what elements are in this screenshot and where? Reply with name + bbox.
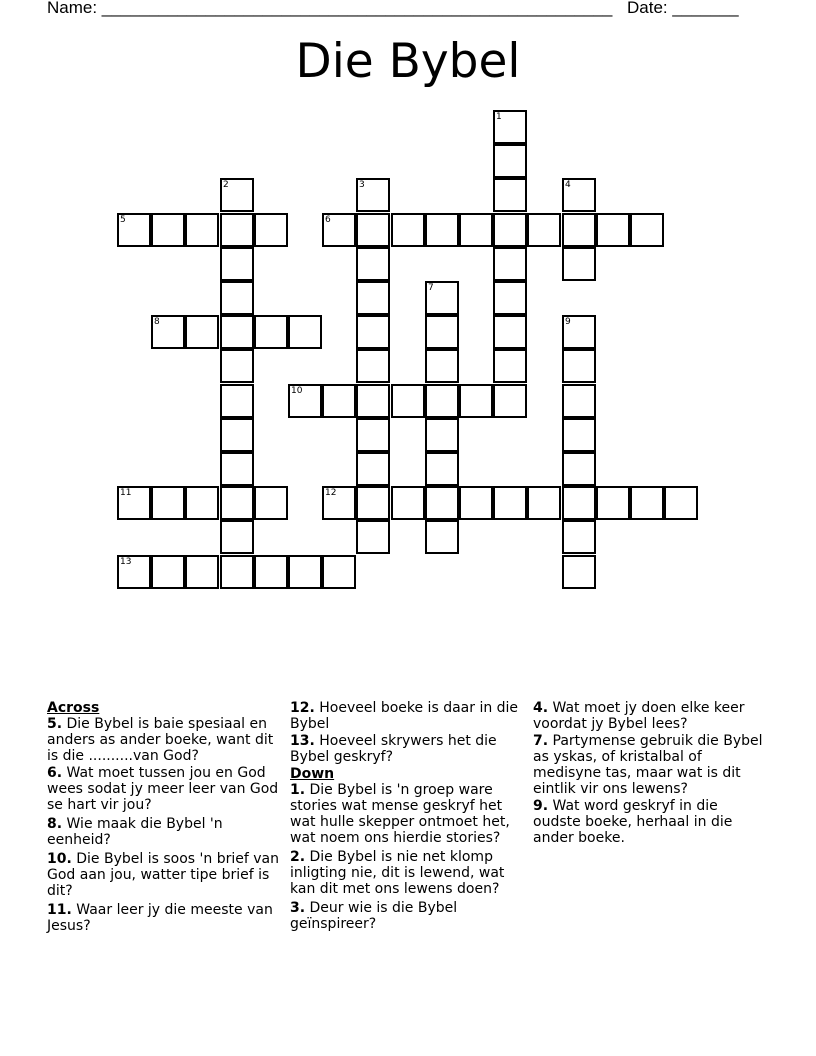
clue-number: 4. — [533, 700, 549, 716]
crossword-cell[interactable] — [185, 213, 219, 247]
clue-text: Wat moet tussen jou en God wees sodat jy meer leer van God se hart vir jou? — [47, 765, 279, 813]
clue-text: Die Bybel is baie spesiaal en anders as ander boeke, want dit is die ..........van God? — [47, 716, 274, 764]
crossword-cell[interactable] — [459, 213, 493, 247]
crossword-cell[interactable] — [117, 213, 151, 247]
crossword-cell[interactable] — [220, 281, 254, 315]
crossword-cell[interactable] — [493, 213, 527, 247]
across-heading: Across — [47, 700, 100, 716]
clue-text: Hoeveel skrywers het die Bybel geskryf? — [290, 733, 497, 765]
clue-across-5 — [47, 716, 284, 764]
clue-text: Wat moet jy doen elke keer voordat jy Bybel lees? — [533, 700, 745, 732]
clue-across-11 — [47, 902, 284, 934]
crossword-cell[interactable] — [356, 178, 390, 212]
cell-number: 5 — [120, 215, 126, 225]
cell-number: 11 — [120, 488, 132, 498]
crossword-cell[interactable] — [254, 555, 288, 589]
crossword-cell[interactable] — [425, 384, 459, 418]
crossword-cell[interactable] — [117, 486, 151, 520]
crossword-cell[interactable] — [151, 486, 185, 520]
crossword-cell[interactable] — [356, 384, 390, 418]
cell-number: 9 — [565, 317, 571, 327]
crossword-cell[interactable] — [356, 520, 390, 554]
crossword-cell[interactable] — [630, 213, 664, 247]
clue-number: 12. — [290, 700, 315, 716]
cell-number: 13 — [120, 557, 132, 567]
crossword-cell[interactable] — [562, 452, 596, 486]
crossword-cell[interactable] — [425, 349, 459, 383]
crossword-cell[interactable] — [254, 486, 288, 520]
crossword-cell[interactable] — [493, 178, 527, 212]
crossword-cell[interactable] — [322, 486, 356, 520]
crossword-cell[interactable] — [493, 110, 527, 144]
crossword-cell[interactable] — [391, 213, 425, 247]
crossword-cell[interactable] — [459, 384, 493, 418]
crossword-cell[interactable] — [493, 315, 527, 349]
clue-text: Die Bybel is nie net klomp inligting nie, dit is lewend, wat kan dit met ons lewens doen? — [290, 849, 505, 897]
clue-across-8 — [47, 816, 284, 848]
crossword-cell[interactable] — [220, 213, 254, 247]
crossword-cell[interactable] — [664, 486, 698, 520]
crossword-cell[interactable] — [425, 520, 459, 554]
cell-number: 6 — [325, 215, 331, 225]
crossword-cell[interactable] — [151, 213, 185, 247]
clue-down-7 — [533, 733, 763, 797]
clue-across-12 — [290, 700, 526, 732]
clue-number: 10. — [47, 851, 72, 867]
clue-text: Deur wie is die Bybel geïnspireer? — [290, 900, 458, 932]
clue-down-1 — [290, 782, 526, 846]
crossword-cell[interactable] — [220, 452, 254, 486]
crossword-cell[interactable] — [493, 349, 527, 383]
crossword-cell[interactable] — [493, 247, 527, 281]
crossword-cell[interactable] — [356, 418, 390, 452]
clue-down-2 — [290, 849, 526, 897]
crossword-cell[interactable] — [562, 384, 596, 418]
crossword-cell[interactable] — [391, 486, 425, 520]
crossword-cell[interactable] — [322, 555, 356, 589]
crossword-cell[interactable] — [220, 418, 254, 452]
crossword-cell[interactable] — [562, 486, 596, 520]
clue-number: 13. — [290, 733, 315, 749]
crossword-cell[interactable] — [254, 315, 288, 349]
crossword-cell[interactable] — [151, 315, 185, 349]
crossword-cell[interactable] — [356, 486, 390, 520]
crossword-cell[interactable] — [356, 281, 390, 315]
cell-number: 10 — [291, 386, 303, 396]
clue-text: Partymense gebruik die Bybel as yskas, of kristalbal of medisyne tas, maar wat is dit eintlik vir ons lewens? — [533, 733, 763, 797]
crossword-cell[interactable] — [356, 213, 390, 247]
crossword-cell[interactable] — [493, 486, 527, 520]
crossword-cell[interactable] — [322, 384, 356, 418]
crossword-cell[interactable] — [596, 213, 630, 247]
clue-text: Die Bybel is soos 'n brief van God aan jou, watter tipe brief is dit? — [47, 851, 279, 899]
clue-number: 9. — [533, 798, 549, 814]
clue-number: 7. — [533, 733, 549, 749]
clues-column-1 — [47, 700, 284, 935]
crossword-cell[interactable] — [220, 384, 254, 418]
crossword-cell[interactable] — [185, 486, 219, 520]
crossword-cell[interactable] — [185, 315, 219, 349]
crossword-cell[interactable] — [288, 315, 322, 349]
clue-number: 2. — [290, 849, 306, 865]
crossword-cell[interactable] — [493, 281, 527, 315]
crossword-cell[interactable] — [630, 486, 664, 520]
cell-number: 12 — [325, 488, 337, 498]
crossword-cell[interactable] — [220, 486, 254, 520]
crossword-cell[interactable] — [425, 418, 459, 452]
crossword-cell[interactable] — [562, 520, 596, 554]
date-field-label: Date: _______ — [627, 0, 739, 17]
crossword-cell[interactable] — [254, 213, 288, 247]
clue-number: 8. — [47, 816, 63, 832]
crossword-cell[interactable] — [527, 213, 561, 247]
clue-text: Wat word geskryf in die oudste boeke, herhaal in die ander boeke. — [533, 798, 733, 846]
crossword-cell[interactable] — [220, 178, 254, 212]
crossword-cell[interactable] — [220, 315, 254, 349]
clue-text: Wie maak die Bybel 'n eenheid? — [47, 816, 223, 848]
clues-column-2 — [290, 700, 526, 933]
down-heading: Down — [290, 766, 335, 782]
cell-number: 3 — [359, 180, 365, 190]
crossword-cell[interactable] — [220, 555, 254, 589]
page-title: Die Bybel — [295, 34, 521, 89]
crossword-cell[interactable] — [425, 315, 459, 349]
crossword-cell[interactable] — [288, 555, 322, 589]
crossword-cell[interactable] — [425, 213, 459, 247]
clue-down-9 — [533, 798, 763, 846]
clue-across-6 — [47, 765, 284, 813]
crossword-cell[interactable] — [493, 384, 527, 418]
clue-text: Hoeveel boeke is daar in die Bybel — [290, 700, 519, 732]
cell-number: 2 — [223, 180, 229, 190]
crossword-cell[interactable] — [425, 452, 459, 486]
crossword-cell[interactable] — [220, 349, 254, 383]
clue-down-3 — [290, 900, 526, 932]
crossword-cell[interactable] — [185, 555, 219, 589]
crossword-cell[interactable] — [220, 247, 254, 281]
crossword-cell[interactable] — [425, 281, 459, 315]
crossword-cell[interactable] — [562, 349, 596, 383]
crossword-cell[interactable] — [596, 486, 630, 520]
crossword-cell[interactable] — [562, 247, 596, 281]
crossword-cell[interactable] — [356, 315, 390, 349]
clue-number: 3. — [290, 900, 306, 916]
crossword-cell[interactable] — [220, 520, 254, 554]
crossword-cell[interactable] — [562, 418, 596, 452]
clue-text: Die Bybel is 'n groep ware stories wat mense geskryf het wat hulle skepper ontmoet het, wat noem ons hierdie stories? — [290, 782, 510, 846]
crossword-cell[interactable] — [425, 486, 459, 520]
crossword-cell[interactable] — [527, 486, 561, 520]
crossword-cell[interactable] — [322, 213, 356, 247]
crossword-cell[interactable] — [562, 213, 596, 247]
clue-number: 11. — [47, 902, 72, 918]
clues-column-3 — [533, 700, 763, 847]
crossword-cell[interactable] — [562, 315, 596, 349]
clue-number: 1. — [290, 782, 306, 798]
crossword-cell[interactable] — [562, 178, 596, 212]
crossword-cell[interactable] — [356, 247, 390, 281]
crossword-cell[interactable] — [356, 349, 390, 383]
clue-down-4 — [533, 700, 763, 732]
crossword-cell[interactable] — [562, 555, 596, 589]
clue-across-13 — [290, 733, 526, 765]
cell-number: 7 — [428, 283, 434, 293]
cell-number: 4 — [565, 180, 571, 190]
clue-number: 5. — [47, 716, 63, 732]
clue-number: 6. — [47, 765, 63, 781]
cell-number: 1 — [496, 112, 502, 122]
crossword-cell[interactable] — [391, 384, 425, 418]
crossword-cell[interactable] — [288, 384, 322, 418]
clue-text: Waar leer jy die meeste van Jesus? — [47, 902, 273, 934]
crossword-cell[interactable] — [151, 555, 185, 589]
crossword-cell[interactable] — [117, 555, 151, 589]
crossword-cell[interactable] — [356, 452, 390, 486]
crossword-cell[interactable] — [493, 144, 527, 178]
cell-number: 8 — [154, 317, 160, 327]
crossword-cell[interactable] — [459, 486, 493, 520]
clue-across-10 — [47, 851, 284, 899]
name-field-label: Name: ______________________________________________________ — [47, 0, 613, 17]
